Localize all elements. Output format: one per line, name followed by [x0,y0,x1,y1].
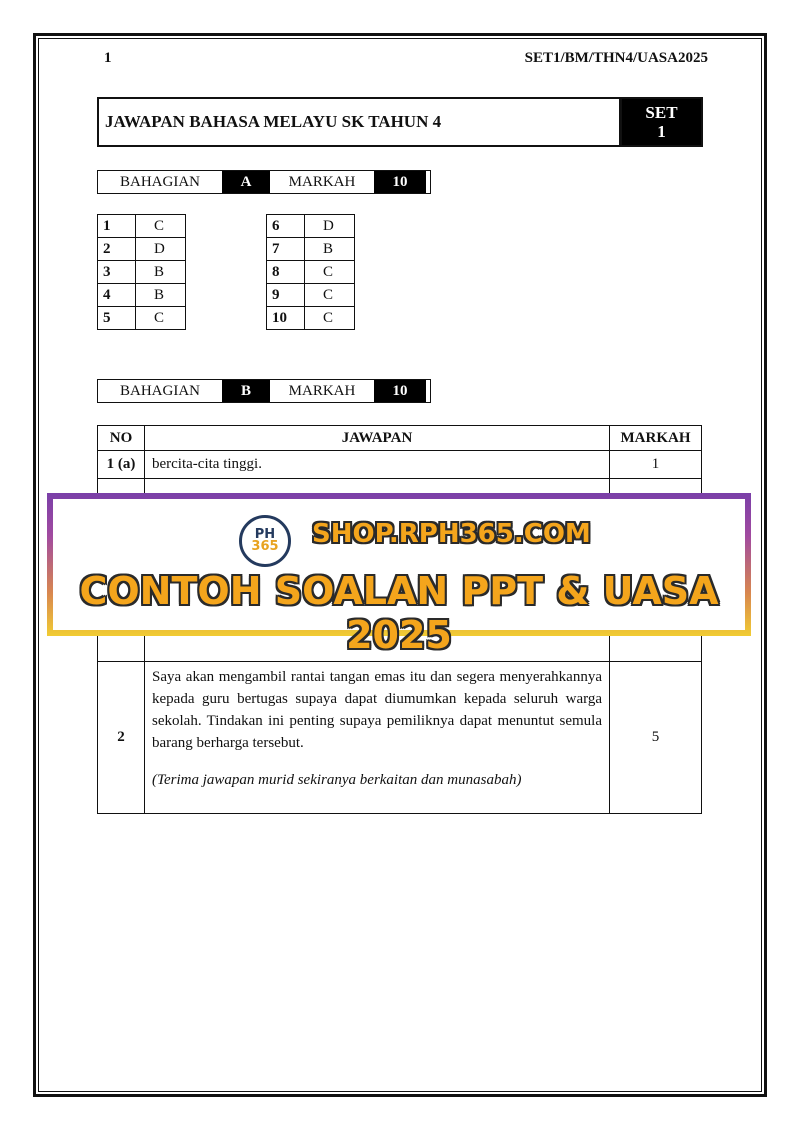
row-marks: 1 [610,451,702,479]
page-number: 1 [104,50,112,66]
section-a-bar [97,170,431,194]
row-number: 2 [98,662,145,814]
rph365-logo [239,515,291,567]
table-row: 5 C [98,307,186,330]
table-row [98,662,702,814]
answers-table-right [266,214,355,330]
table-row: 2 D [98,238,186,261]
section-letter: A [222,171,270,193]
shop-url: SHOP.RPH365.COM [312,519,591,549]
promo-banner-inner [53,499,745,657]
section-label: BAHAGIAN [120,173,200,190]
set-number: 1 [657,122,666,141]
section-label: BAHAGIAN [120,382,200,399]
table-row: 9 C [267,284,355,307]
marks-label: MARKAH [288,173,356,190]
row-marks: 5 [610,662,702,814]
header-no: NO [98,426,145,451]
table-row: 7 B [267,238,355,261]
document-title: JAWAPAN BAHASA MELAYU SK TAHUN 4 [99,99,622,145]
marks-value: 10 [374,380,430,402]
set-label: SET [645,103,678,122]
table-row: 3 B [98,261,186,284]
document-code: SET1/BM/THN4/UASA2025 [524,50,708,66]
section-b-bar [97,379,431,403]
logo-text-top: PH [254,527,276,542]
header-marks: MARKAH [610,426,702,451]
answer-text: Saya akan mengambil rantai tangan emas itu dan segera menyerahkannya kepada guru bertugas supaya dapat diumumkan kepada seluruh warga sekolah. Tindakan ini penting supaya pemiliknya dapat menuntut semula barang berharga tersebut. [152,669,602,751]
marks-label: MARKAH [288,382,356,399]
table-row: 4 B [98,284,186,307]
table-row: 6 D [267,215,355,238]
table-header-row [98,426,702,451]
table-row: 1 C [98,215,186,238]
row-answer: bercita-cita tinggi. [145,451,610,479]
table-row: 10 C [267,307,355,330]
row-number: 1 (a) [98,451,145,479]
section-letter: B [222,380,270,402]
title-box [97,97,703,147]
logo-text-bottom: 365 [251,539,279,554]
answers-table-left [97,214,186,330]
promo-banner [47,493,751,657]
table-row [98,451,702,479]
table-row: 8 C [267,261,355,284]
answer-note: (Terima jawapan murid sekiranya berkaitan dan munasabah) [152,772,522,788]
banner-headline: CONTOH SOALAN PPT & UASA 2025 [79,569,719,657]
header-answer: JAWAPAN [145,426,610,451]
marks-value: 10 [374,171,430,193]
set-badge [622,99,701,145]
row-answer [145,662,610,814]
